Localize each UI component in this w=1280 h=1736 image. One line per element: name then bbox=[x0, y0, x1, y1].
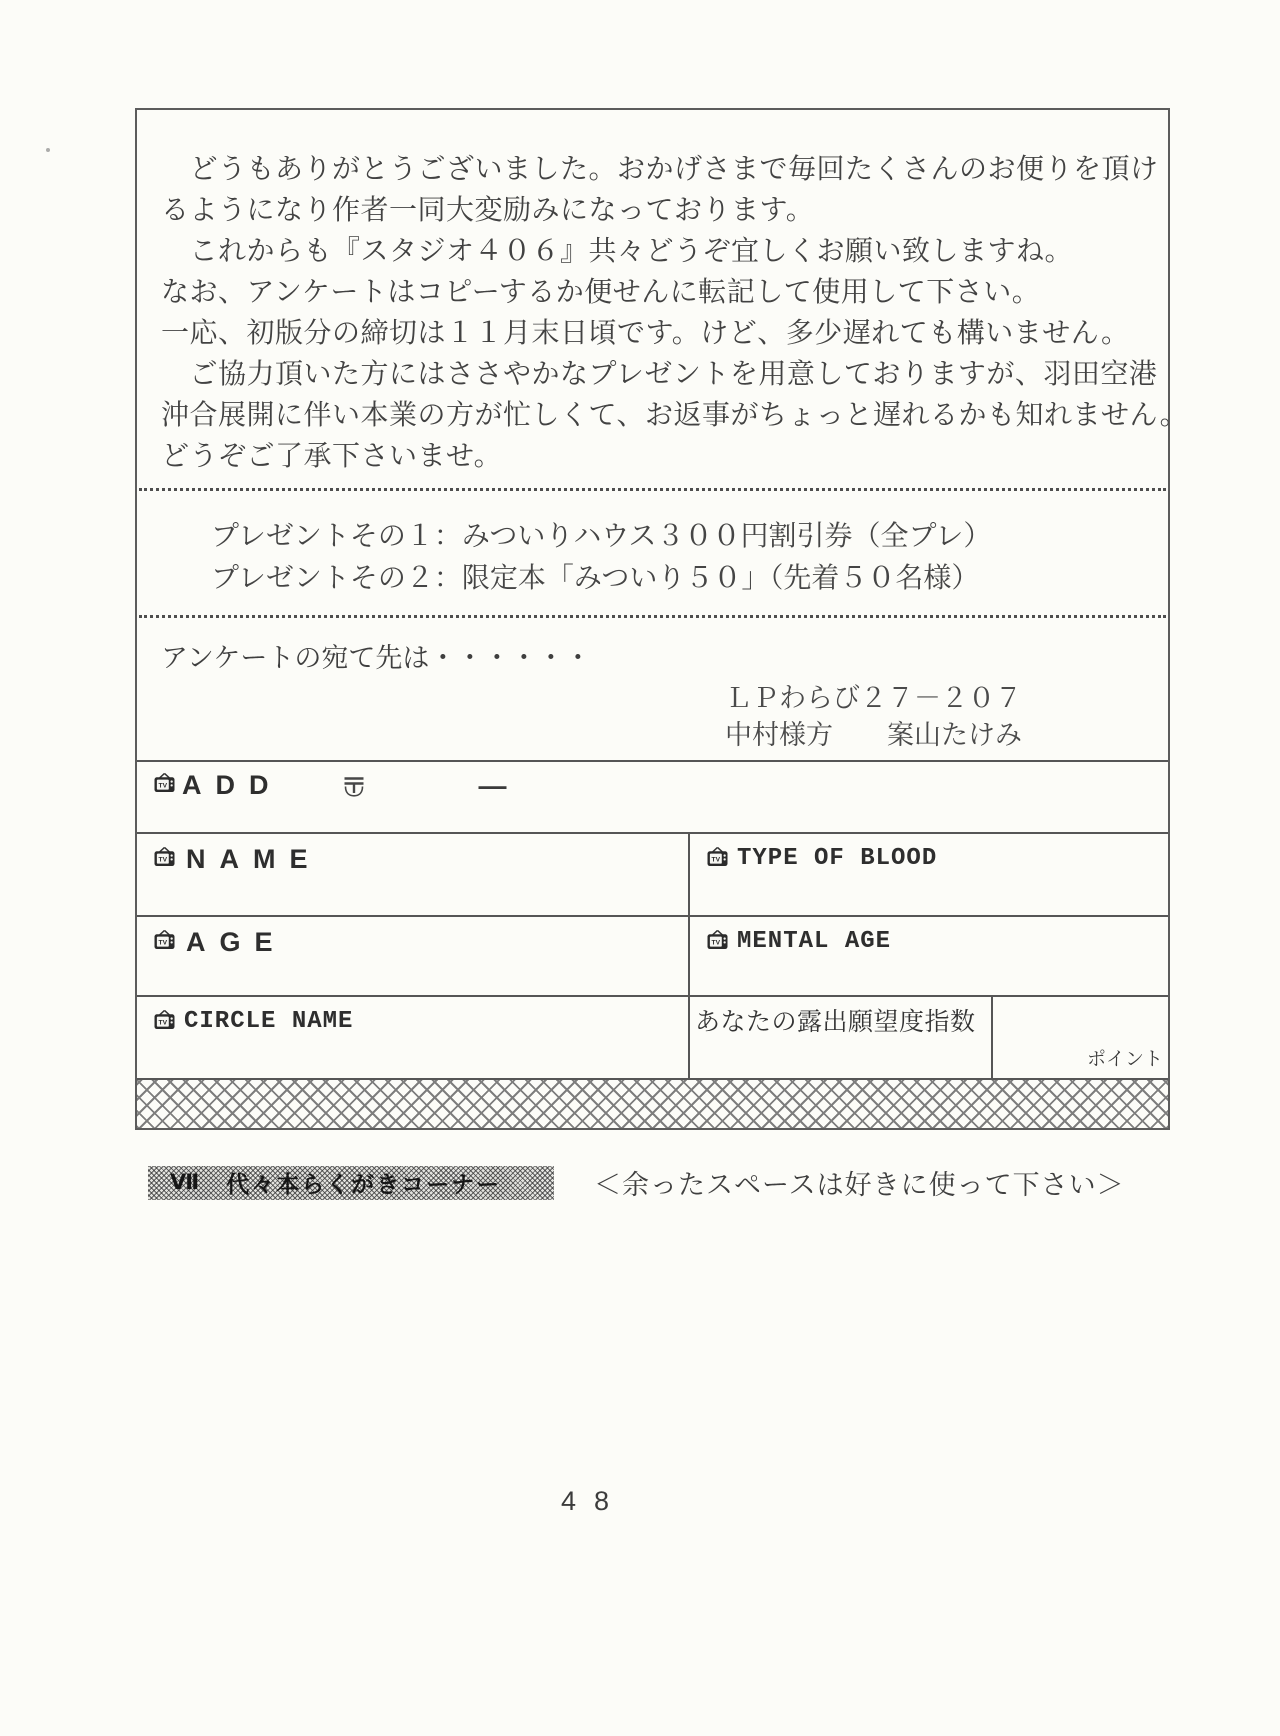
svg-text:TV: TV bbox=[158, 856, 168, 864]
tv-icon bbox=[706, 847, 729, 872]
postal-code-dash: — bbox=[478, 770, 507, 801]
intro-paragraph bbox=[161, 148, 1189, 476]
name-field-cell[interactable] bbox=[137, 834, 690, 915]
section-numeral: Ⅶ bbox=[170, 1171, 201, 1194]
section-heading-row bbox=[148, 1163, 1125, 1202]
circle-name-label: CIRCLE NAME bbox=[184, 1008, 354, 1035]
dotted-separator bbox=[139, 615, 1166, 618]
svg-text:TV: TV bbox=[158, 782, 168, 790]
section-title: 代々本らくがきコーナー bbox=[226, 1171, 502, 1197]
address-section bbox=[137, 642, 1168, 754]
points-label: ポイント bbox=[1086, 1049, 1163, 1070]
woven-chain-border bbox=[137, 1080, 1168, 1128]
name-label: NAME bbox=[186, 844, 322, 874]
page-number: 48 bbox=[560, 1486, 628, 1516]
intro-line: ご協力頂いた方にはささやかなプレゼントを用意しておりますが、羽田空港 bbox=[161, 358, 1158, 389]
exposure-index-cell[interactable] bbox=[690, 997, 993, 1078]
tv-icon bbox=[153, 773, 176, 798]
present-line-2: プレゼントその２：限定本「みついり５０」（先着５０名様） bbox=[211, 562, 980, 593]
presents-section bbox=[137, 491, 1168, 615]
blood-type-field-cell[interactable] bbox=[690, 834, 1168, 915]
intro-line: なお、アンケートはコピーするか便せんに転記して使用して下さい。 bbox=[161, 276, 1041, 307]
svg-text:TV: TV bbox=[158, 1019, 168, 1027]
present-line-1: プレゼントその１：みついりハウス３００円割引券（全プレ） bbox=[211, 520, 992, 551]
section-heading-bar bbox=[148, 1166, 554, 1200]
svg-text:TV: TV bbox=[711, 939, 721, 947]
intro-line: 沖合展開に伴い本業の方が忙しくて、お返事がちょっと遅れるかも知れません。 bbox=[161, 399, 1189, 430]
tv-icon bbox=[153, 1010, 176, 1035]
survey-info-box bbox=[135, 108, 1189, 1130]
address-lines bbox=[137, 680, 1168, 754]
circle-name-field-cell[interactable] bbox=[137, 997, 690, 1078]
postal-mark-icon bbox=[341, 772, 367, 803]
points-cell[interactable] bbox=[993, 997, 1168, 1078]
survey-form bbox=[137, 760, 1168, 1128]
scan-speck bbox=[46, 148, 50, 152]
add-label: ADD bbox=[182, 770, 283, 800]
intro-line: どうぞご了承下さいませ。 bbox=[161, 440, 503, 471]
exposure-index-label: あなたの露出願望度指数 bbox=[695, 1008, 976, 1036]
intro-line: 一応、初版分の締切は１１月末日頃です。けど、多少遅れても構いません。 bbox=[161, 317, 1130, 348]
tv-icon bbox=[706, 930, 729, 955]
form-row-add[interactable] bbox=[137, 762, 1168, 834]
section-note: ＜余ったスペースは好きに使って下さい＞ bbox=[594, 1170, 1125, 1200]
blood-type-label: TYPE OF BLOOD bbox=[737, 845, 938, 872]
tv-icon bbox=[153, 930, 176, 955]
form-row-age-mental bbox=[137, 917, 1168, 997]
svg-text:TV: TV bbox=[158, 939, 168, 947]
intro-line: どうもありがとうございました。おかげさまで毎回たくさんのお便りを頂け bbox=[161, 153, 1159, 184]
age-label: AGE bbox=[186, 927, 287, 957]
form-row-name-blood bbox=[137, 834, 1168, 917]
mental-age-label: MENTAL AGE bbox=[737, 928, 892, 955]
address-line-2: 中村様方 案山たけみ bbox=[725, 720, 1022, 750]
age-field-cell[interactable] bbox=[137, 917, 690, 995]
intro-line: これからも『スタジオ４０６』共々どうぞ宜しくお願い致しますね。 bbox=[161, 235, 1074, 266]
form-row-circle bbox=[137, 997, 1168, 1080]
address-label: アンケートの宛て先は・・・・・・ bbox=[161, 643, 592, 673]
intro-line: るようになり作者一同大変励みになっております。 bbox=[161, 194, 815, 225]
svg-text:TV: TV bbox=[711, 856, 721, 864]
address-line-1: ＬＰわらび２７－２０７ bbox=[725, 683, 1022, 713]
tv-icon bbox=[153, 847, 176, 872]
mental-age-field-cell[interactable] bbox=[690, 917, 1168, 995]
